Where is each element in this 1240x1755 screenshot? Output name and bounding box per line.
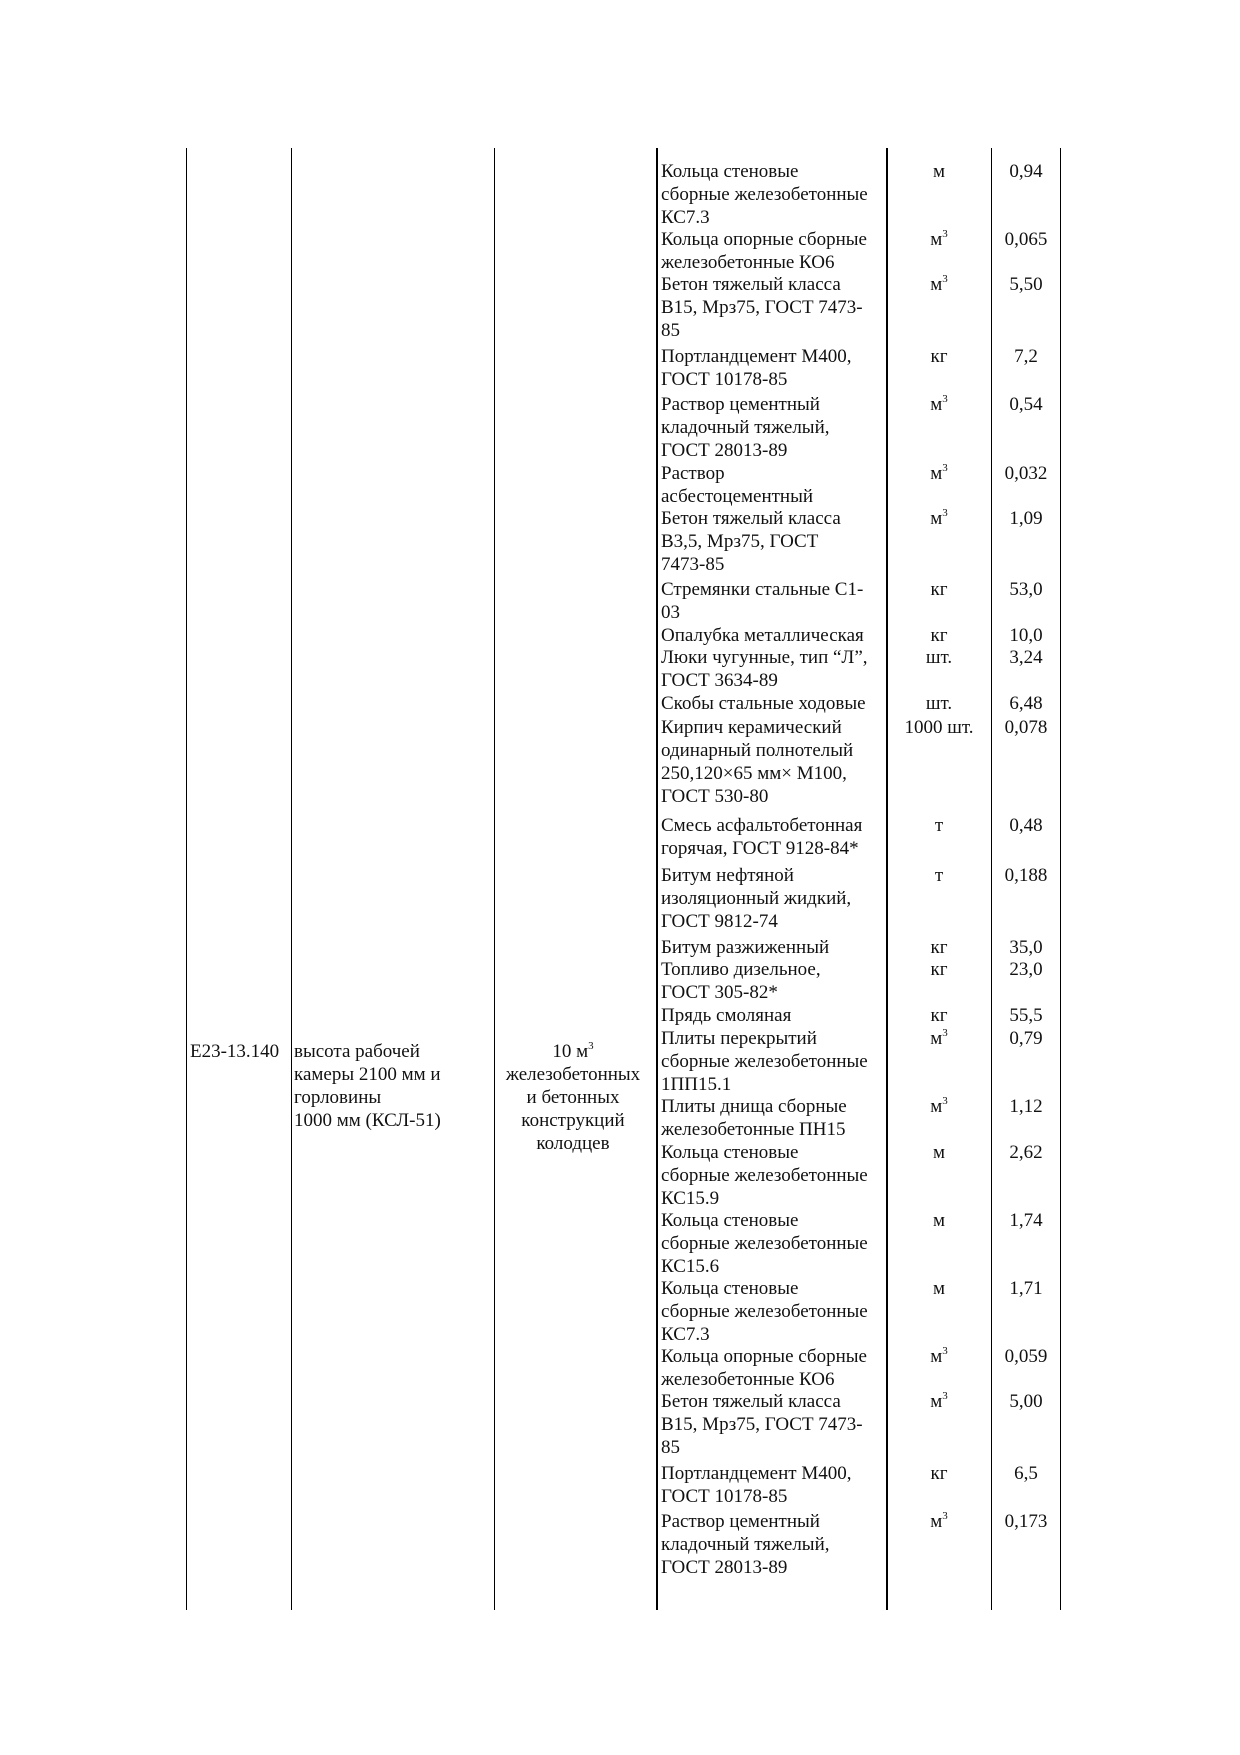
- resource-unit: [890, 462, 988, 485]
- resource-unit: [890, 1027, 988, 1050]
- resource-value: 0,032: [1004, 463, 1048, 484]
- unit-base: м: [930, 1511, 943, 1532]
- resource-name-line: Бетон тяжелый класса: [661, 274, 841, 295]
- resource-name: [661, 393, 889, 462]
- resource-name-line: КС7.3: [661, 207, 710, 228]
- resource-value: 55,5: [1009, 1005, 1043, 1026]
- measure-line: и бетонных: [526, 1087, 620, 1108]
- rate-code: Е23-13.140: [190, 1041, 280, 1062]
- resource-unit: [890, 1390, 988, 1413]
- resource-unit: [890, 273, 988, 296]
- unit-exponent: 3: [942, 1510, 948, 1522]
- unit-base: м: [930, 394, 943, 415]
- resource-unit: [890, 814, 988, 837]
- resource-name-line: ГОСТ 305-82*: [661, 982, 778, 1003]
- unit-exponent: 3: [942, 462, 948, 474]
- resource-value: 3,24: [1009, 647, 1043, 668]
- resource-unit: [890, 228, 988, 251]
- resource-value: 0,188: [1004, 865, 1048, 886]
- resource-name: [661, 646, 889, 692]
- resource-name-line: Стремянки стальные С1-: [661, 579, 864, 600]
- resource-name-line: КС7.3: [661, 1324, 710, 1345]
- resource-name-line: Кольца стеновые: [661, 161, 799, 182]
- measure-line: колодцев: [536, 1133, 610, 1154]
- resource-name: [661, 1510, 889, 1579]
- resource-value: 1,09: [1009, 508, 1043, 529]
- resource-name-line: Кольца опорные сборные: [661, 1346, 867, 1367]
- resource-name-line: Кольца стеновые: [661, 1278, 799, 1299]
- resource-name-line: В15, Мрз75, ГОСТ 7473-: [661, 297, 863, 318]
- measure-line: конструкций: [521, 1110, 625, 1131]
- unit-base: кг: [930, 959, 948, 980]
- unit-base: м: [932, 1142, 946, 1163]
- resource-name: [661, 814, 889, 860]
- resource-name: [661, 160, 889, 229]
- unit-base: м: [932, 1210, 946, 1231]
- unit-exponent: 3: [942, 393, 948, 405]
- unit-exponent: 3: [942, 1390, 948, 1402]
- resource-name: [661, 1004, 889, 1027]
- resource-name-line: асбестоцементный: [661, 486, 814, 507]
- unit-base: шт.: [925, 693, 953, 714]
- resource-unit: [890, 507, 988, 530]
- resource-name-line: Кольца стеновые: [661, 1142, 799, 1163]
- resource-unit: [890, 936, 988, 959]
- resource-name-line: В15, Мрз75, ГОСТ 7473-: [661, 1414, 863, 1435]
- resource-name: [661, 936, 889, 959]
- resource-name-line: изоляционный жидкий,: [661, 888, 852, 909]
- resource-name-line: Люки чугунные, тип “Л”,: [661, 647, 868, 668]
- resource-name-line: 03: [661, 602, 680, 623]
- resource-value: 0,94: [1009, 161, 1043, 182]
- resource-name-line: Плиты перекрытий: [661, 1028, 817, 1049]
- resource-value: 0,065: [1004, 229, 1048, 250]
- resource-unit: [890, 578, 988, 601]
- resource-value: 0,54: [1009, 394, 1043, 415]
- resource-name: [661, 1141, 889, 1210]
- resource-value: 10,0: [1009, 625, 1043, 646]
- resource-name-line: 85: [661, 1437, 680, 1458]
- resource-value: 1,12: [1009, 1096, 1043, 1117]
- resource-name-line: 250,120×65 мм× М100,: [661, 763, 847, 784]
- unit-base: м: [932, 1278, 946, 1299]
- resource-value: 53,0: [1009, 579, 1043, 600]
- resource-name-line: железобетонные КО6: [661, 252, 835, 273]
- resource-unit: [890, 345, 988, 368]
- unit-exponent: 3: [942, 228, 948, 240]
- unit-base: м: [930, 1028, 943, 1049]
- resource-value: 0,173: [1004, 1511, 1048, 1532]
- resource-unit: [890, 1209, 988, 1232]
- resource-name-line: 7473-85: [661, 554, 725, 575]
- resource-unit: [890, 1141, 988, 1164]
- resource-name-line: сборные железобетонные: [661, 1301, 868, 1322]
- resource-name-line: железобетонные КО6: [661, 1369, 835, 1390]
- resource-unit: [890, 393, 988, 416]
- unit-exponent: 3: [942, 1095, 948, 1107]
- resource-value: 35,0: [1009, 937, 1043, 958]
- resource-value: 2,62: [1009, 1142, 1043, 1163]
- resource-name: [661, 345, 889, 391]
- resource-name-line: Битум нефтяной: [661, 865, 794, 886]
- resource-name: [661, 273, 889, 342]
- col-border-2: [494, 148, 495, 1610]
- resource-name-line: Кольца опорные сборные: [661, 229, 867, 250]
- rate-description: [294, 1040, 484, 1132]
- resource-name-line: Раствор цементный: [661, 1511, 820, 1532]
- description-line: высота рабочей: [294, 1041, 420, 1062]
- resource-name-line: 1ПП15.1: [661, 1074, 732, 1095]
- resource-value: 6,48: [1009, 693, 1043, 714]
- resource-name-line: Смесь асфальтобетонная: [661, 815, 863, 836]
- resource-name-line: железобетонные ПН15: [661, 1119, 846, 1140]
- resource-name-line: ГОСТ 28013-89: [661, 440, 788, 461]
- resource-name: [661, 1390, 889, 1459]
- unit-exponent: 3: [942, 1345, 948, 1357]
- resource-name-line: Портландцемент М400,: [661, 346, 852, 367]
- resource-name: [661, 716, 889, 808]
- measure-line: железобетонных: [505, 1064, 641, 1085]
- resource-name-line: ГОСТ 28013-89: [661, 1557, 788, 1578]
- resource-name-line: сборные железобетонные: [661, 1233, 868, 1254]
- resource-name: [661, 624, 889, 647]
- resource-value: 0,48: [1009, 815, 1043, 836]
- resource-name-line: 85: [661, 320, 680, 341]
- measure-unit: [498, 1040, 648, 1155]
- resource-name-line: сборные железобетонные: [661, 1051, 868, 1072]
- unit-base: 1000 шт.: [904, 717, 974, 738]
- resource-value: 23,0: [1009, 959, 1043, 980]
- resource-name-line: сборные железобетонные: [661, 184, 868, 205]
- resource-name: [661, 507, 889, 576]
- unit-base: т: [934, 815, 944, 836]
- resource-name-line: Битум разжиженный: [661, 937, 830, 958]
- unit-base: м: [930, 274, 943, 295]
- unit-base: м: [932, 161, 946, 182]
- resource-value: 5,00: [1009, 1391, 1043, 1412]
- unit-base: кг: [930, 1463, 948, 1484]
- resource-unit: [890, 646, 988, 669]
- resource-unit: [890, 1095, 988, 1118]
- unit-base: кг: [930, 625, 948, 646]
- resource-name: [661, 692, 889, 715]
- resource-name-line: Опалубка металлическая: [661, 625, 864, 646]
- unit-exponent: 3: [942, 507, 948, 519]
- resource-unit: [890, 1004, 988, 1027]
- resource-name: [661, 1209, 889, 1278]
- resource-name-line: кладочный тяжелый,: [661, 417, 830, 438]
- measure-head: [498, 1040, 648, 1063]
- col-border-1: [291, 148, 292, 1610]
- unit-base: шт.: [925, 647, 953, 668]
- measure-exponent: 3: [588, 1040, 594, 1052]
- resource-name: [661, 1462, 889, 1508]
- resource-unit: [890, 864, 988, 887]
- unit-base: кг: [930, 937, 948, 958]
- unit-base: м: [930, 1391, 943, 1412]
- resource-name: [661, 578, 889, 624]
- resource-unit: [890, 1345, 988, 1368]
- resource-name-line: ГОСТ 10178-85: [661, 369, 788, 390]
- resource-value: 5,50: [1009, 274, 1043, 295]
- resource-value: 0,79: [1009, 1028, 1043, 1049]
- unit-exponent: 3: [942, 273, 948, 285]
- resource-name-line: ГОСТ 9812-74: [661, 911, 778, 932]
- resource-name: [661, 958, 889, 1004]
- col-border-right: [1060, 148, 1061, 1610]
- resource-name-line: Прядь смоляная: [661, 1005, 792, 1026]
- resource-name-line: Топливо дизельное,: [661, 959, 821, 980]
- measure-base: 10 м: [552, 1041, 589, 1062]
- resource-unit: [890, 1510, 988, 1533]
- resource-unit: [890, 692, 988, 715]
- resource-name-line: Кирпич керамический: [661, 717, 842, 738]
- resource-name-line: ГОСТ 3634-89: [661, 670, 778, 691]
- unit-base: кг: [930, 346, 948, 367]
- resource-name-line: ГОСТ 530-80: [661, 786, 769, 807]
- unit-base: кг: [930, 579, 948, 600]
- resource-value: 0,059: [1004, 1346, 1048, 1367]
- resource-name-line: Бетон тяжелый класса: [661, 508, 841, 529]
- resource-name-line: горячая, ГОСТ 9128-84*: [661, 838, 859, 859]
- unit-base: м: [930, 1346, 943, 1367]
- resource-value: 6,5: [1014, 1463, 1038, 1484]
- unit-exponent: 3: [942, 1027, 948, 1039]
- description-line: горловины: [294, 1087, 382, 1108]
- resource-name-line: Плиты днища сборные: [661, 1096, 847, 1117]
- resource-name-line: КС15.9: [661, 1188, 720, 1209]
- resource-unit: [890, 160, 988, 183]
- resource-name-line: Портландцемент М400,: [661, 1463, 852, 1484]
- resource-name-line: Бетон тяжелый класса: [661, 1391, 841, 1412]
- resource-name: [661, 1027, 889, 1096]
- unit-base: кг: [930, 1005, 948, 1026]
- resource-unit: [890, 716, 988, 739]
- resource-name: [661, 462, 889, 508]
- resource-name-line: КС15.6: [661, 1256, 720, 1277]
- unit-base: м: [930, 229, 943, 250]
- description-line: камеры 2100 мм и: [294, 1064, 441, 1085]
- resource-name-line: одинарный полнотелый: [661, 740, 854, 761]
- resource-name-line: Раствор цементный: [661, 394, 820, 415]
- resource-name-line: кладочный тяжелый,: [661, 1534, 830, 1555]
- description-line: 1000 мм (КСЛ-51): [294, 1110, 441, 1131]
- unit-base: т: [934, 865, 944, 886]
- col-border-3: [656, 148, 658, 1610]
- unit-base: м: [930, 508, 943, 529]
- unit-base: м: [930, 463, 943, 484]
- resource-unit: [890, 1277, 988, 1300]
- resource-name: [661, 228, 889, 274]
- resource-value: 1,71: [1009, 1278, 1043, 1299]
- unit-base: м: [930, 1096, 943, 1117]
- resource-name: [661, 1277, 889, 1346]
- resource-value: 1,74: [1009, 1210, 1043, 1231]
- resource-name: [661, 864, 889, 933]
- resource-unit: [890, 624, 988, 647]
- resource-name: [661, 1345, 889, 1391]
- resource-name: [661, 1095, 889, 1141]
- resource-name-line: Кольца стеновые: [661, 1210, 799, 1231]
- resource-unit: [890, 1462, 988, 1485]
- col-border-left: [186, 148, 187, 1610]
- resource-name-line: ГОСТ 10178-85: [661, 1486, 788, 1507]
- resource-name-line: Скобы стальные ходовые: [661, 693, 866, 714]
- resource-value: 7,2: [1014, 346, 1038, 367]
- resource-unit: [890, 958, 988, 981]
- resource-name-line: Раствор: [661, 463, 725, 484]
- resource-value: 0,078: [1004, 717, 1048, 738]
- resource-name-line: В3,5, Мрз75, ГОСТ: [661, 531, 819, 552]
- resource-name-line: сборные железобетонные: [661, 1165, 868, 1186]
